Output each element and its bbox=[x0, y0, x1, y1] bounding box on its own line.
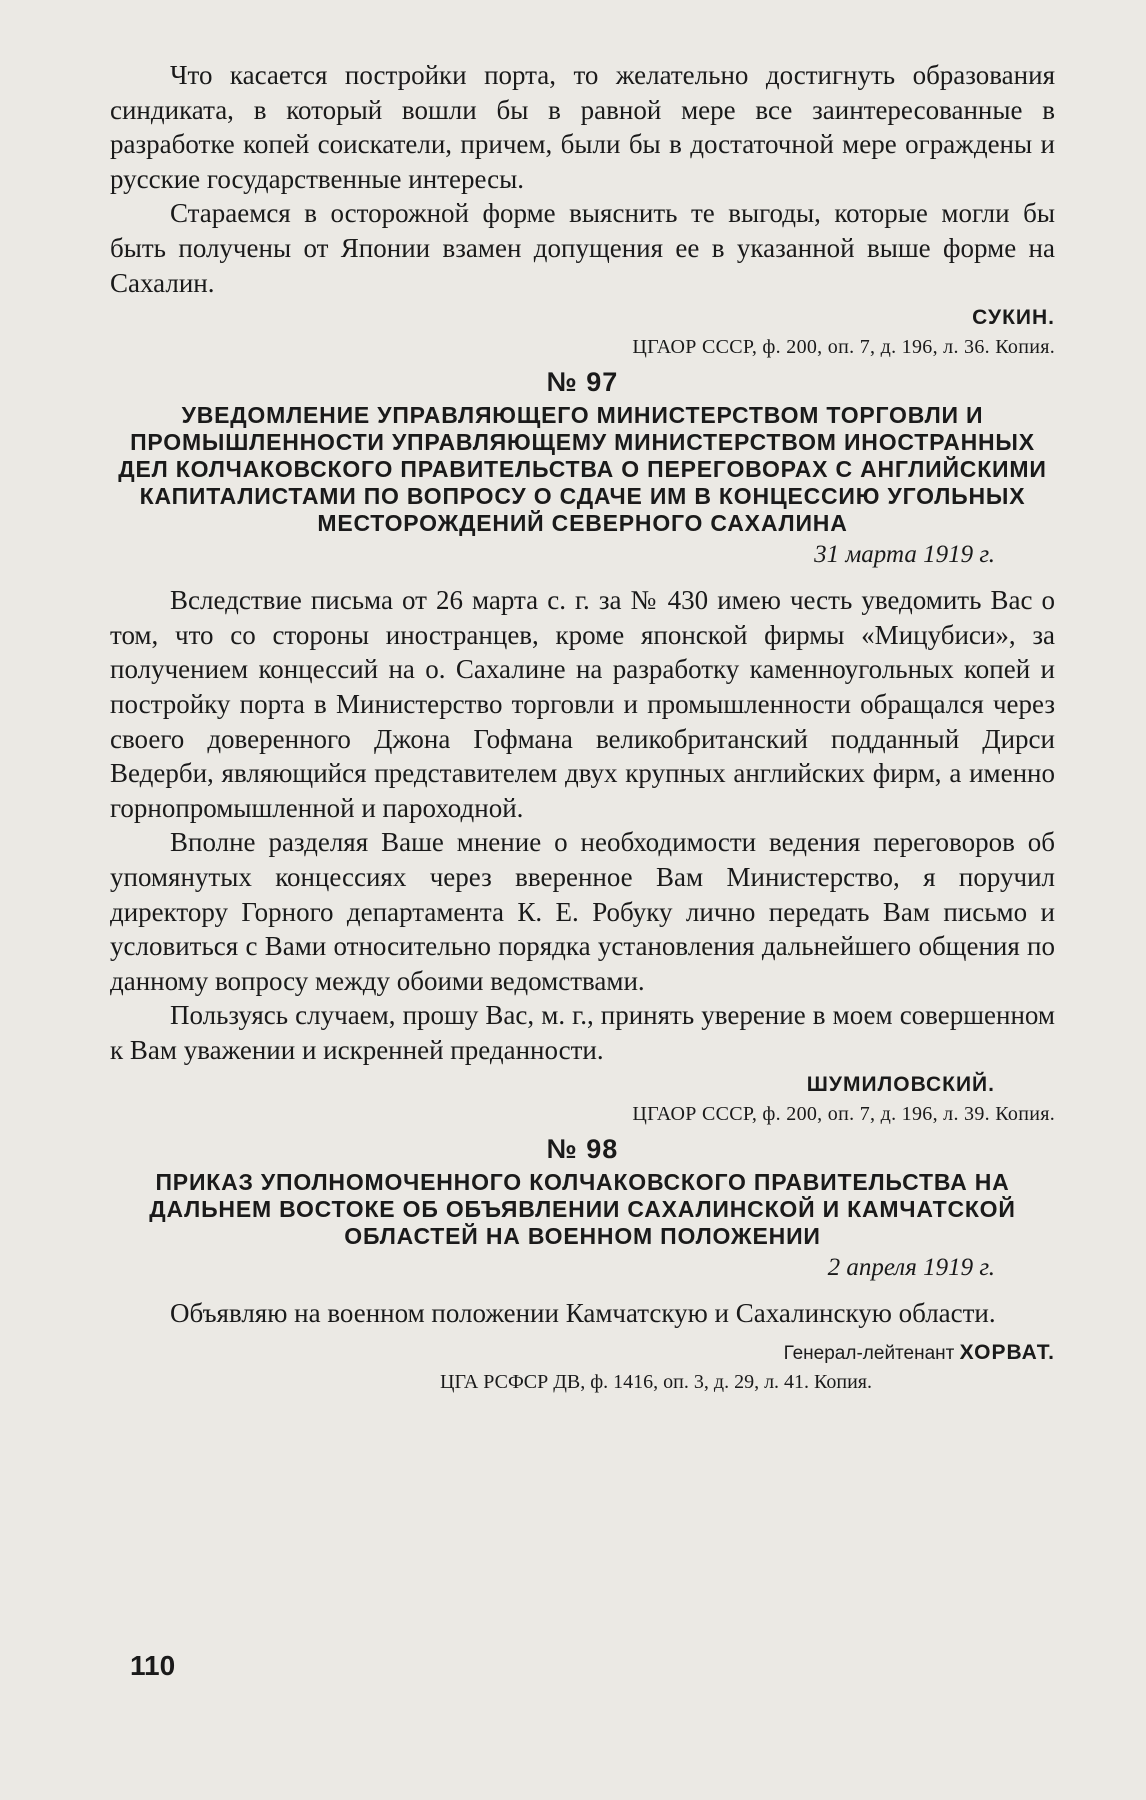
text-column bbox=[110, 58, 1055, 1395]
document-number-98: № 98 bbox=[546, 1134, 619, 1165]
doc98-paragraph-1: Объявляю на военном положении Камчатскую и Сахалинскую области. bbox=[170, 1298, 996, 1329]
document-heading-98: ПРИКАЗ УПОЛНОМОЧЕННОГО КОЛЧАКОВСКОГО ПРАВИТЕЛЬСТВА НА ДАЛЬНЕМ ВОСТОКЕ ОБ ОБЪЯВЛЕНИИ САХАЛИНСКОЙ И КАМЧАТСКОЙ ОБЛАСТЕЙ НА ВОЕННОМ ПОЛОЖЕНИИ bbox=[149, 1169, 1016, 1250]
document-number-97: № 97 bbox=[546, 367, 619, 398]
document-date-97: 31 марта 1919 г. bbox=[814, 541, 995, 569]
intro-paragraph-1: Что касается постройки порта, то желательно достигнуть образования синдиката, в который вошли бы в равной мере все заинтересованные в разработке копей соискатели, причем, были бы в достаточной мере ограждены и русские государственные интересы. bbox=[110, 60, 1055, 194]
archive-source-1: ЦГАОР СССР, ф. 200, оп. 7, д. 196, л. 36. Копия. bbox=[632, 336, 1055, 359]
signature-shumilovsky: ШУМИЛОВСКИЙ. bbox=[806, 1073, 995, 1097]
signature-name: ХОРВАТ. bbox=[959, 1341, 1055, 1365]
signature-khorvat bbox=[110, 1341, 1055, 1365]
signature-sukin: СУКИН. bbox=[972, 306, 1055, 330]
document-date-98: 2 апреля 1919 г. bbox=[827, 1254, 995, 1282]
archive-source-2: ЦГАОР СССР, ф. 200, оп. 7, д. 196, л. 39. Копия. bbox=[632, 1103, 1055, 1126]
document-heading-97: УВЕДОМЛЕНИЕ УПРАВЛЯЮЩЕГО МИНИСТЕРСТВОМ ТОРГОВЛИ И ПРОМЫШЛЕННОСТИ УПРАВЛЯЮЩЕМУ МИНИСТЕРСТВОМ ИНОСТРАННЫХ ДЕЛ КОЛЧАКОВСКОГО ПРАВИТЕЛЬСТВА О ПЕРЕГОВОРАХ С АНГЛИЙСКИМИ КАПИТАЛИСТАМИ ПО ВОПРОСУ О СДАЧЕ ИМ В КОНЦЕССИЮ УГОЛЬНЫХ МЕСТОРОЖДЕНИЙ СЕВЕРНОГО САХАЛИНА bbox=[118, 402, 1047, 537]
archive-source-3: ЦГА РСФСР ДВ, ф. 1416, оп. 3, д. 29, л. 41. Копия. bbox=[440, 1371, 872, 1394]
doc97-paragraph-3: Пользуясь случаем, прошу Вас, м. г., принять уверение в моем совершенном к Вам уважении и искренней преданности. bbox=[110, 1000, 1055, 1065]
intro-paragraph-2: Стараемся в осторожной форме выяснить те выгоды, которые могли бы быть получены от Японии взамен допущения ее в указанной выше форме на Сахалин. bbox=[110, 198, 1055, 298]
page-number: 110 bbox=[130, 1650, 176, 1681]
doc97-paragraph-1: Вследствие письма от 26 марта с. г. за № 430 имею честь уведомить Вас о том, что со стороны иностранцев, кроме японской фирмы «Мицубиси», за получением концессий на о. Сахалине на разработку каменноугольных копей и постройку порта в Министерство торговли и промышленности обращался через своего доверенного Джона Гофмана великобританский подданный Дирси Ведерби, являющийся представителем двух крупных английских фирм, а именно горнопромышленной и пароходной. bbox=[110, 585, 1055, 823]
signature-rank: Генерал-лейтенант bbox=[783, 1343, 955, 1365]
doc97-paragraph-2: Вполне разделяя Ваше мнение о необходимости ведения переговоров об упомянутых концессиях через вверенное Вам Министерство, я поручил директору Горного департамента К. Е. Робуку лично передать Вам письмо и условиться с Вами относительно порядка установления дальнейшего общения по данному вопросу между обоими ведомствами. bbox=[110, 827, 1055, 996]
